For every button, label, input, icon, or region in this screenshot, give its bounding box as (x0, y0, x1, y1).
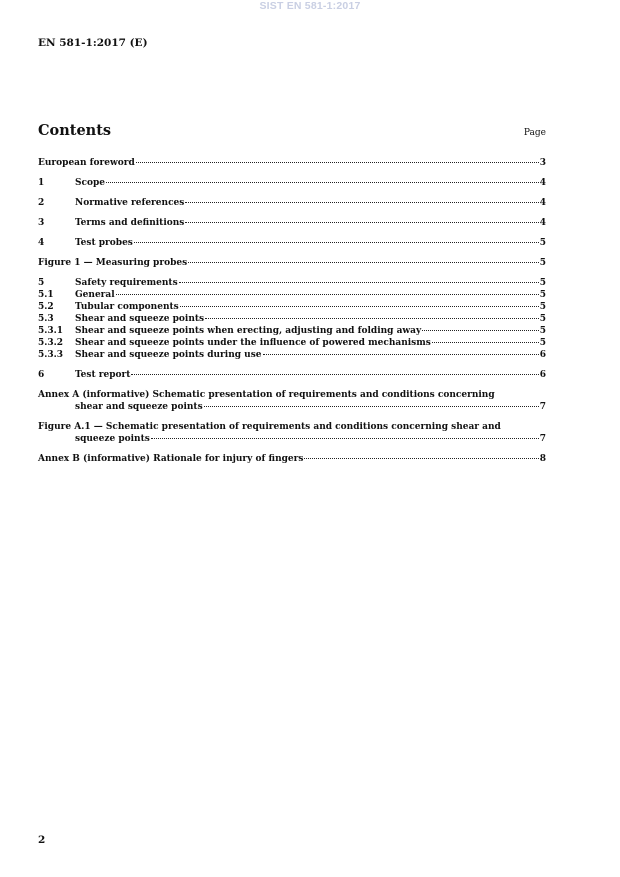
watermark: SIST EN 581-1:2017 (259, 0, 361, 12)
toc-number: 2 (38, 198, 45, 208)
page-column-label: Page (523, 128, 546, 138)
toc-page: 6 (539, 370, 546, 380)
toc-title: Shear and squeeze points (75, 314, 205, 324)
toc-page: 7 (539, 434, 546, 444)
toc-title-line1: Annex A (informative) Schematic presentation of requirements and conditions concerning (38, 390, 495, 400)
toc-entry[interactable] (38, 349, 546, 361)
toc-title-line1: Figure A.1 — Schematic presentation of requirements and conditions concerning shear and (38, 422, 501, 432)
toc-number: 5 (38, 278, 45, 288)
toc-number: 1 (38, 178, 45, 188)
toc-entry[interactable] (38, 289, 546, 301)
toc-page: 4 (539, 218, 546, 228)
toc-number: 6 (38, 370, 45, 380)
toc-page: 5 (539, 290, 546, 300)
toc-entry[interactable] (38, 277, 546, 289)
toc-entry[interactable] (38, 369, 546, 381)
toc-title: Shear and squeeze points during use (75, 350, 262, 360)
toc-page: 5 (539, 302, 546, 312)
dot-leader (179, 282, 539, 283)
toc-title: Test report (75, 370, 131, 380)
toc-title: Tubular components (75, 302, 179, 312)
toc-entry[interactable] (38, 337, 546, 349)
toc-entry-annex-b[interactable] (38, 453, 546, 465)
dot-leader (185, 202, 538, 203)
toc-title-continuation (38, 401, 546, 413)
toc-page: 5 (539, 338, 546, 348)
toc-page: 5 (539, 238, 546, 248)
toc-number: 5.2 (38, 302, 54, 312)
toc-title: General (75, 290, 115, 300)
toc-page: 3 (539, 158, 546, 168)
dot-leader (185, 222, 538, 223)
dot-leader (116, 294, 539, 295)
toc-entry[interactable] (38, 197, 546, 209)
toc-title-continuation (38, 433, 546, 445)
toc-title: Figure 1 — Measuring probes (38, 258, 188, 268)
toc-page: 5 (539, 326, 546, 336)
dot-leader (422, 330, 539, 331)
toc-title: Test probes (75, 238, 133, 248)
toc-entry[interactable] (38, 313, 546, 325)
toc-number: 3 (38, 218, 45, 228)
toc-page: 5 (539, 314, 546, 324)
toc-entry[interactable] (38, 301, 546, 313)
page-number: 2 (38, 834, 46, 846)
toc-entry[interactable] (38, 325, 546, 337)
dot-leader (204, 406, 539, 407)
toc-number: 5.3.1 (38, 326, 64, 336)
dot-leader (205, 318, 539, 319)
dot-leader (304, 458, 538, 459)
toc-number: 5.3 (38, 314, 54, 324)
dot-leader (188, 262, 539, 263)
toc-title-line2: squeeze points (75, 434, 150, 444)
toc-page: 5 (539, 258, 546, 268)
dot-leader (180, 306, 539, 307)
dot-leader (151, 438, 539, 439)
toc-title: Shear and squeeze points when erecting, adjusting and folding away (75, 326, 422, 336)
dot-leader (136, 162, 539, 163)
document-header: EN 581-1:2017 (E) (38, 37, 148, 49)
toc-page: 4 (539, 178, 546, 188)
toc-entry[interactable] (38, 157, 546, 169)
toc-page: 5 (539, 278, 546, 288)
table-of-contents (38, 157, 546, 465)
toc-page: 7 (539, 402, 546, 412)
toc-number: 4 (38, 238, 45, 248)
dot-leader (131, 374, 538, 375)
toc-page: 8 (539, 454, 546, 464)
toc-title: Annex B (informative) Rationale for injury of fingers (38, 454, 304, 464)
toc-entry[interactable] (38, 177, 546, 189)
toc-title: Safety requirements (75, 278, 178, 288)
toc-title-line2: shear and squeeze points (75, 402, 203, 412)
toc-page: 6 (539, 350, 546, 360)
toc-number: 5.1 (38, 290, 54, 300)
dot-leader (263, 354, 539, 355)
toc-number: 5.3.3 (38, 350, 64, 360)
toc-page: 4 (539, 198, 546, 208)
toc-entry[interactable] (38, 237, 546, 249)
toc-entry-figure[interactable] (38, 257, 546, 269)
toc-entry-annex-a[interactable] (38, 389, 546, 413)
toc-title: European foreword (38, 158, 135, 168)
toc-title: Shear and squeeze points under the influence of powered mechanisms (75, 338, 431, 348)
dot-leader (106, 182, 539, 183)
dot-leader (432, 342, 539, 343)
toc-title: Normative references (75, 198, 185, 208)
toc-number: 5.3.2 (38, 338, 64, 348)
toc-entry-figure-a1[interactable] (38, 421, 546, 445)
toc-title: Terms and definitions (75, 218, 185, 228)
toc-title: Scope (75, 178, 106, 188)
contents-title: Contents (38, 122, 112, 139)
dot-leader (134, 242, 539, 243)
toc-entry[interactable] (38, 217, 546, 229)
